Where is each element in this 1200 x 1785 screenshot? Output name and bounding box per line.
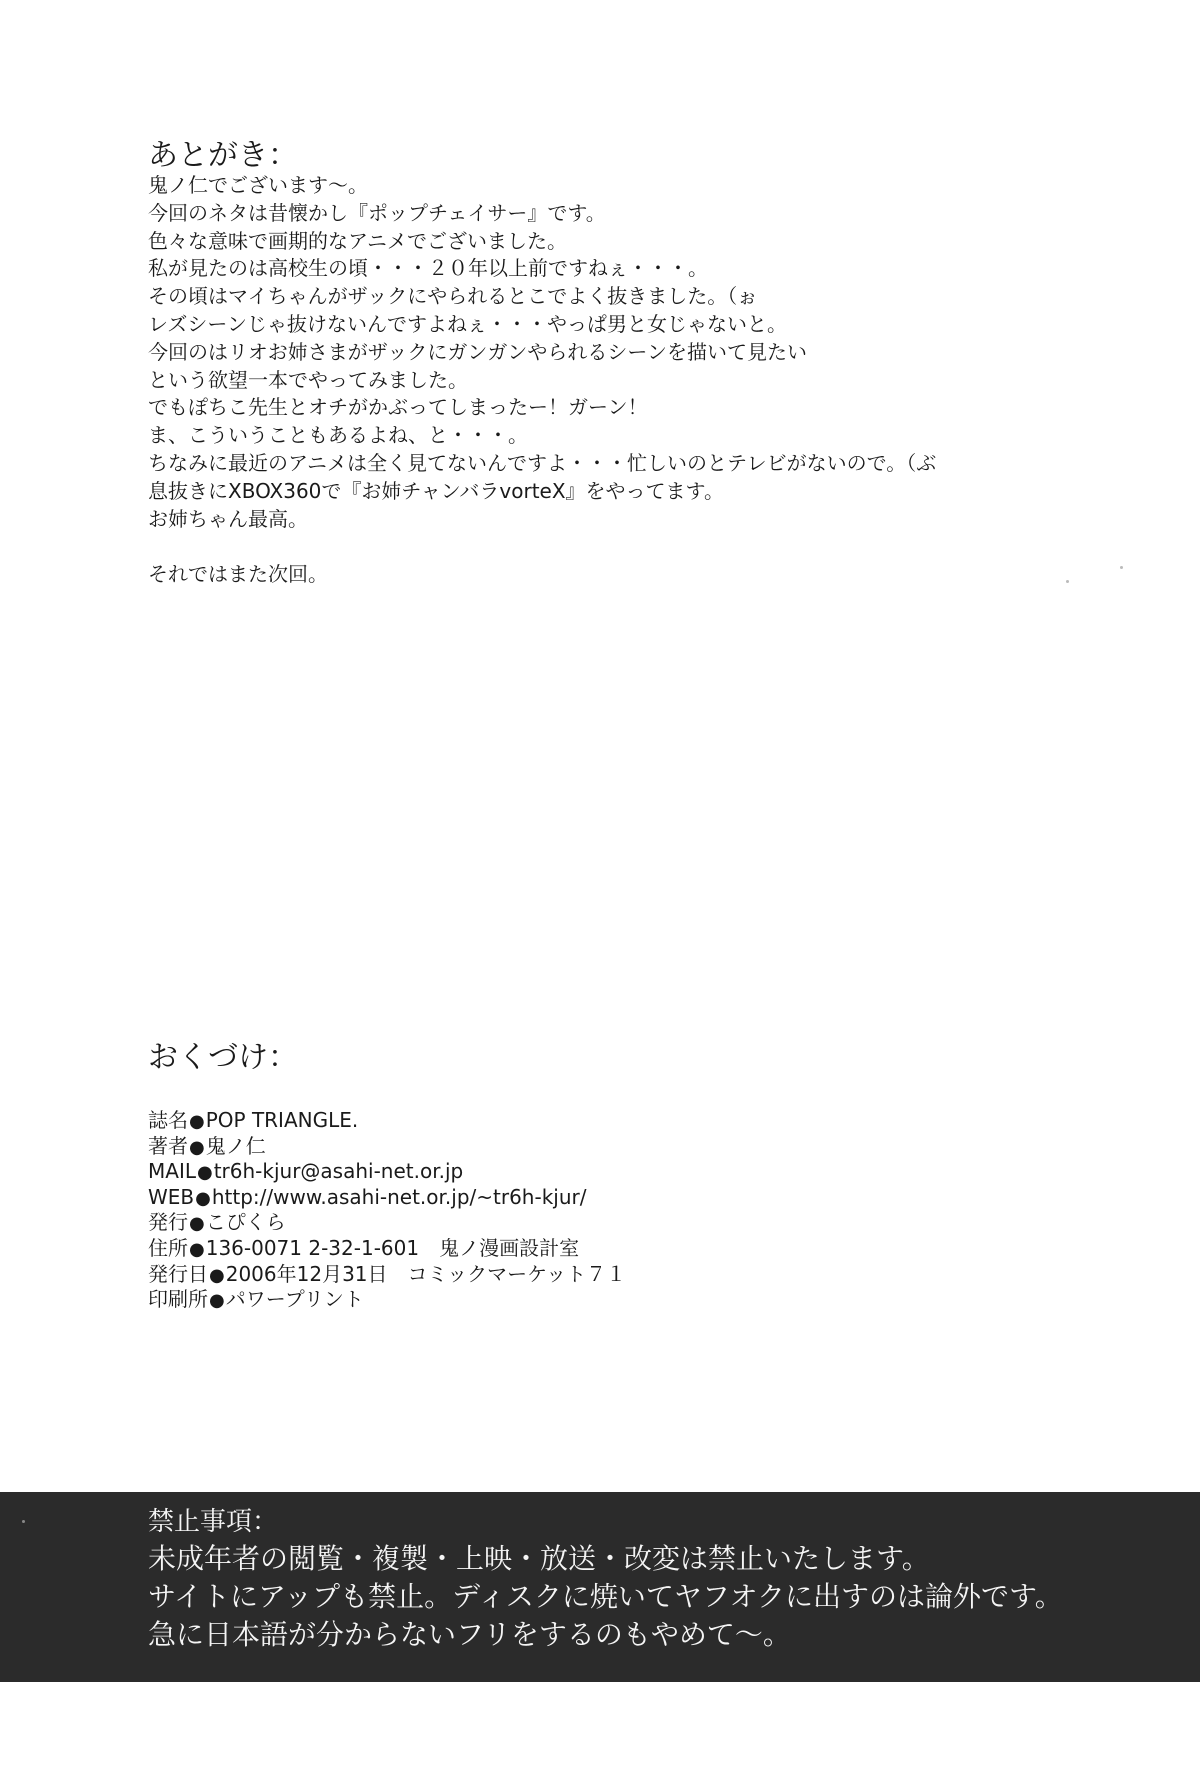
- afterword-line: 私が見たのは高校生の頃・・・２０年以上前ですねぇ・・・。: [148, 256, 708, 281]
- colophon-value: tr6h-kjur@asahi-net.or.jp: [213, 1159, 464, 1184]
- prohibition-line: サイトにアップも禁止。ディスクに焼いてヤフオクに出すのは論外です。: [148, 1580, 1063, 1613]
- afterword-line: お姉ちゃん最高。: [148, 506, 308, 531]
- afterword-line: 息抜きにXBOX360で『お姉チャンバラvorteX』をやってます。: [148, 478, 724, 503]
- colophon-value: 鬼ノ仁: [205, 1133, 266, 1158]
- colophon-value: POP TRIANGLE.: [205, 1108, 359, 1132]
- afterword-line: でもぽちこ先生とオチがかぶってしまったー！ガーン！: [148, 395, 648, 420]
- colophon-value: 2006年12月31日 コミックマーケット７１: [225, 1261, 627, 1286]
- afterword-line: ちなみに最近のアニメは全く見てないんですよ・・・忙しいのとテレビがないので。（ぶ: [148, 450, 937, 475]
- afterword-line: 今回のはリオお姉さまがザックにガンガンやられるシーンを描いて見たい: [148, 339, 807, 364]
- colophon-label: 発行日: [148, 1261, 208, 1286]
- afterword-line: その頃はマイちゃんがザックにやられるとこでよく抜きました。（ぉ: [148, 284, 758, 309]
- afterword-heading: あとがき：: [148, 138, 298, 173]
- colophon-row-author: [148, 1134, 1048, 1160]
- colophon-row-publisher: [148, 1210, 1048, 1236]
- bullet-icon: ●: [189, 1238, 205, 1260]
- afterword-line: 今回のネタは昔懐かし『ポップチェイサー』です。: [148, 200, 606, 225]
- colophon-label: WEB: [148, 1184, 195, 1209]
- bullet-icon: ●: [196, 1162, 213, 1184]
- colophon-label: 住所: [148, 1235, 188, 1260]
- afterword-body: [148, 172, 1108, 589]
- colophon-row-title: [148, 1108, 1048, 1134]
- scan-speck: [1066, 580, 1069, 583]
- bullet-icon: ●: [189, 1111, 205, 1132]
- bullet-icon: ●: [209, 1290, 225, 1312]
- colophon-label: MAIL: [148, 1159, 196, 1184]
- colophon-label: 印刷所: [148, 1287, 208, 1312]
- afterword-blank-line: [148, 533, 1108, 561]
- colophon-body: [148, 1108, 1048, 1313]
- colophon-label: 著者: [148, 1133, 188, 1158]
- bullet-icon: ●: [189, 1213, 205, 1235]
- colophon-row-mail: [148, 1159, 1048, 1185]
- prohibition-line: 急に日本語が分からないフリをするのもやめて～。: [148, 1618, 791, 1651]
- afterword-line: 色々な意味で画期的なアニメでございました。: [148, 228, 567, 253]
- colophon-row-date: [148, 1262, 1048, 1288]
- colophon-value: 136-0071 2-32-1-601 鬼ノ漫画設計室: [205, 1235, 580, 1260]
- colophon-label: 誌名: [148, 1108, 188, 1132]
- afterword-line: ま、こういうこともあるよね、と・・・。: [148, 423, 528, 448]
- colophon-value: パワープリント: [225, 1287, 364, 1312]
- prohibition-heading: 禁止事項：: [148, 1507, 279, 1537]
- bullet-icon: ●: [189, 1136, 205, 1158]
- colophon-label: 発行: [148, 1210, 188, 1235]
- afterword-line: それではまた次回。: [148, 562, 328, 587]
- colophon-heading: おくづけ：: [148, 1040, 298, 1075]
- scan-speck: [22, 1520, 25, 1523]
- bullet-icon: ●: [195, 1187, 211, 1209]
- afterword-line: 鬼ノ仁でございます～。: [148, 173, 368, 197]
- afterword-line: レズシーンじゃ抜けないんですよねぇ・・・やっぱ男と女じゃないと。: [148, 311, 787, 336]
- prohibition-line: 未成年者の閲覧・複製・上映・放送・改変は禁止いたします。: [148, 1542, 930, 1575]
- prohibition-notice-band: [0, 1492, 1200, 1682]
- afterword-line: という欲望一本でやってみました。: [148, 367, 468, 392]
- colophon-row-web: [148, 1185, 1048, 1211]
- colophon-row-address: [148, 1236, 1048, 1262]
- colophon-value: http://www.asahi-net.or.jp/~tr6h-kjur/: [211, 1184, 587, 1209]
- colophon-row-printer: [148, 1287, 1048, 1313]
- bullet-icon: ●: [209, 1264, 225, 1286]
- colophon-value: こぴくら: [205, 1210, 286, 1235]
- scan-speck: [1120, 566, 1123, 569]
